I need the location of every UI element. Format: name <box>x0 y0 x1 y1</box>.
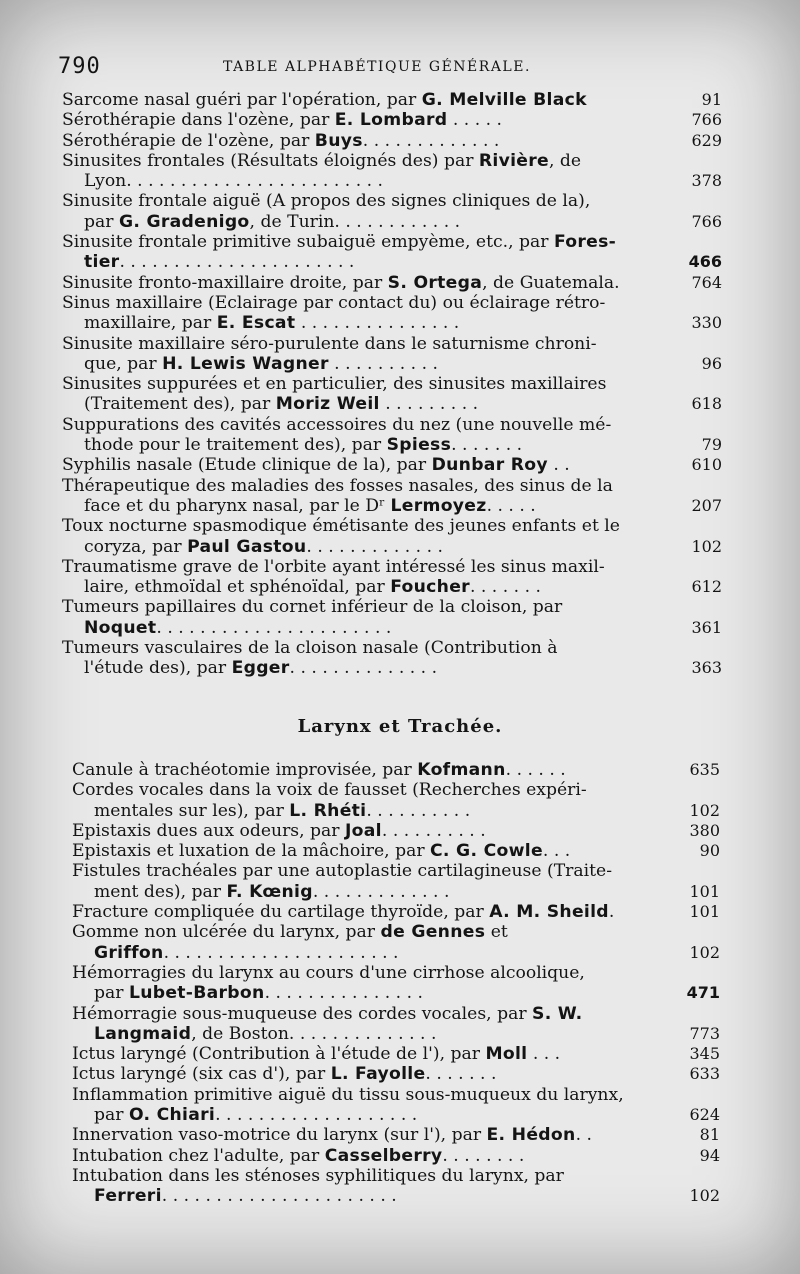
page-reference: 766 <box>691 211 722 231</box>
entry-title: Sinusite fronto-maxillaire droite, par <box>62 272 388 293</box>
entry-text <box>62 455 672 475</box>
page-ref-slot <box>670 821 720 841</box>
entry-leader: . . . . . . . . . . . . . . . . . . . <box>215 1105 418 1126</box>
entry-title: Sinusite frontale aiguë (A propos des signes cliniques de la), <box>62 191 591 212</box>
index-entry <box>62 516 722 536</box>
index-entry <box>62 638 722 658</box>
index-entry <box>72 760 720 780</box>
page-reference: 471 <box>686 983 720 1003</box>
entry-author: Griffon <box>94 942 164 963</box>
entry-text <box>72 902 670 922</box>
entry-suffix: . . . . . . . . <box>442 1145 525 1166</box>
index-entry-continuation <box>62 313 722 333</box>
page-reference: 612 <box>691 577 722 597</box>
entry-leader: . . . . . . . . . . . . . . . . . . . . . . <box>163 942 399 963</box>
entry-title: Sinus maxillaire (Eclairage par contact du) ou éclairage rétro- <box>62 292 606 313</box>
entry-author: C. G. Cowle <box>430 841 543 862</box>
page-reference: 633 <box>689 1064 720 1084</box>
page-ref-slot <box>670 1024 720 1044</box>
entry-suffix: . . . . . . <box>505 760 566 780</box>
entry-continuation: coryza, par <box>84 536 188 557</box>
entry-suffix: . . . . . . . . . . <box>381 820 486 841</box>
index-entry <box>72 1085 720 1105</box>
entry-title: Innervation vaso-motrice du larynx (sur l'), par <box>72 1125 487 1146</box>
entry-text-continued <box>72 943 670 963</box>
page-ref-slot <box>670 760 720 780</box>
entry-suffix: et <box>485 922 508 943</box>
entry-text-continued <box>62 577 672 597</box>
entry-author: S. Ortega <box>387 272 483 293</box>
page-ref-slot <box>672 273 722 293</box>
entry-author: Buys <box>314 130 363 151</box>
index-entry-continuation <box>72 1105 720 1125</box>
page-reference: 90 <box>699 841 720 861</box>
page-reference: 380 <box>689 820 720 840</box>
index-entry <box>62 90 722 110</box>
entry-title: Canule à trachéotomie improvisée, par <box>72 760 418 780</box>
entry-author: Moll <box>485 1044 528 1065</box>
index-entry-continuation <box>72 1024 720 1044</box>
entry-author: Egger <box>231 658 290 679</box>
entry-text <box>62 415 672 435</box>
entry-title: Sérothérapie de l'ozène, par <box>62 130 315 151</box>
entry-author: Fores- <box>553 232 617 253</box>
entry-text-continued <box>72 983 670 1003</box>
index-entry <box>62 131 722 151</box>
entry-text <box>62 131 672 151</box>
entry-author: Joal <box>344 820 382 841</box>
index-entry-continuation <box>62 577 722 597</box>
entry-author: Langmaid <box>94 1023 192 1044</box>
page-reference: 102 <box>691 536 722 556</box>
index-entry <box>72 963 720 983</box>
entry-text <box>62 476 672 496</box>
index-entry <box>62 293 722 313</box>
entry-text-continued <box>62 313 672 333</box>
index-entry <box>72 1125 720 1145</box>
entry-text <box>62 191 672 211</box>
entry-suffix: . . . . . . . <box>425 1064 497 1085</box>
page-ref-slot <box>672 90 722 110</box>
page-reference: 79 <box>701 435 722 455</box>
index-entry-continuation <box>62 618 722 638</box>
page-ref-slot <box>672 131 722 151</box>
entry-title: Toux nocturne spasmodique émétisante des jeunes enfants et le <box>62 516 620 537</box>
page-reference: 610 <box>691 455 722 475</box>
entry-title: Tumeurs vasculaires de la cloison nasale (Contribution à <box>62 638 558 659</box>
entry-leader: . . . . . . . . . . . . . . . <box>295 313 460 334</box>
entry-text <box>72 963 670 983</box>
page-reference: 101 <box>689 881 720 901</box>
entry-text-continued <box>62 394 672 414</box>
page-ref-slot <box>672 110 722 130</box>
entry-text-continued <box>62 496 672 516</box>
entry-continuation: (Traitement des), par <box>84 394 276 415</box>
index-entry-continuation <box>62 435 722 455</box>
entry-text <box>72 760 670 780</box>
entry-leader: . . . . . . . . . <box>379 394 479 415</box>
entry-suffix: . . . . . . . . . . . . . <box>362 130 500 151</box>
page-ref-slot <box>670 1105 720 1125</box>
page-ref-slot <box>672 496 722 516</box>
page-ref-slot <box>670 882 720 902</box>
page-ref-slot <box>670 1186 720 1206</box>
entry-continuation: par <box>94 983 129 1004</box>
page-ref-slot <box>670 841 720 861</box>
page-ref-slot <box>672 537 722 557</box>
entry-author: Kofmann <box>417 760 506 780</box>
entry-text-continued <box>62 212 672 232</box>
entry-title: Sinusites suppurées et en particulier, des sinusites maxillaires <box>62 374 607 395</box>
page-reference: 635 <box>689 760 720 779</box>
page-ref-slot <box>672 394 722 414</box>
entry-text <box>72 1085 670 1105</box>
index-entry <box>72 780 720 800</box>
entry-text <box>72 821 670 841</box>
entry-text <box>72 1044 670 1064</box>
entry-leader: . . . . . . . <box>451 435 523 456</box>
entry-text <box>62 273 672 293</box>
entry-continuation: que, par <box>84 353 163 374</box>
index-entry <box>62 110 722 130</box>
page-reference: 361 <box>691 617 722 637</box>
index-entry <box>72 821 720 841</box>
entry-author: Casselberry <box>324 1145 443 1166</box>
entry-leader: . . . . . . . . . . . . . . . . . . . . . . <box>119 252 355 273</box>
page-ref-slot <box>670 983 720 1003</box>
entry-text-continued <box>62 171 672 191</box>
entry-text-continued <box>72 1105 670 1125</box>
page-ref-slot <box>672 618 722 638</box>
index-entry <box>72 1004 720 1024</box>
page-reference: 81 <box>699 1125 720 1145</box>
index-entry-continuation <box>62 212 722 232</box>
entry-title: Sinusites frontales (Résultats éloignés des) par <box>62 150 479 171</box>
entry-author: S. W. <box>532 1003 583 1024</box>
entry-author: L. Fayolle <box>330 1064 426 1085</box>
entry-author: G. Melville Black <box>421 90 587 110</box>
entry-text <box>62 293 672 313</box>
page-reference: 764 <box>691 272 722 292</box>
entry-leader: . . . . . . . . . . . . . <box>306 536 443 557</box>
page-reference: 618 <box>691 394 722 414</box>
entry-leader: . . . . . . . . . . <box>366 800 471 821</box>
entry-title: Ictus laryngé (Contribution à l'étude de l'), par <box>72 1044 486 1065</box>
index-entry <box>72 922 720 942</box>
page-ref-slot <box>672 171 722 191</box>
index-entry-continuation <box>62 252 722 272</box>
page-reference: 102 <box>689 1186 720 1206</box>
entry-title: Tumeurs papillaires du cornet inférieur de la cloison, par <box>62 597 563 618</box>
entry-text-continued <box>62 252 672 272</box>
page-reference: 91 <box>701 90 722 109</box>
page-ref-slot <box>670 902 720 922</box>
entry-suffix: . <box>608 902 615 923</box>
entry-title: Inflammation primitive aiguë du tissu sous-muqueux du larynx, <box>72 1084 624 1105</box>
entry-title: Sarcome nasal guéri par l'opération, par <box>62 90 422 110</box>
index-entry-continuation <box>62 394 722 414</box>
page-ref-slot <box>670 1146 720 1166</box>
entry-text <box>62 557 672 577</box>
page-ref-slot <box>670 1125 720 1145</box>
index-entry <box>62 151 722 171</box>
entry-author: de Gennes <box>380 922 486 943</box>
index-entry <box>62 557 722 577</box>
entry-author: G. Gradenigo <box>118 211 250 232</box>
entry-author: A. M. Sheild <box>489 902 609 923</box>
page-ref-slot <box>672 212 722 232</box>
index-entry-continuation <box>72 983 720 1003</box>
entry-author: Moriz Weil <box>275 394 380 415</box>
page-number: 790 <box>58 54 101 79</box>
page-reference: 94 <box>699 1145 720 1165</box>
entry-leader: . . . . . . . <box>469 577 541 598</box>
entry-text-continued <box>72 882 670 902</box>
entry-text <box>62 151 672 171</box>
page-ref-slot <box>670 801 720 821</box>
entry-title: Epistaxis dues aux odeurs, par <box>72 820 345 841</box>
entry-text <box>62 232 672 252</box>
index-entry <box>62 476 722 496</box>
index-entry-continuation <box>62 354 722 374</box>
entry-title: Hémorragies du larynx au cours d'une cirrhose alcoolique, <box>72 962 585 983</box>
entry-author: O. Chiari <box>128 1105 216 1126</box>
entry-title: Gomme non ulcérée du larynx, par <box>72 922 381 943</box>
entry-continuation: ment des), par <box>94 881 227 902</box>
entry-title: Intubation dans les sténoses syphilitiques du larynx, par <box>72 1165 564 1186</box>
index-entry <box>72 902 720 922</box>
entry-leader: , de Turin. . . . . . . . . . . . <box>249 211 461 232</box>
entry-suffix: . . . <box>542 841 571 862</box>
page-reference: 766 <box>691 110 722 130</box>
entry-title: Fracture compliquée du cartilage thyroïde, par <box>72 902 490 923</box>
entry-text-continued <box>62 354 672 374</box>
entry-text-continued <box>62 537 672 557</box>
index-entry <box>62 232 722 252</box>
index-entry <box>62 334 722 354</box>
entry-title: Sinusite maxillaire séro-purulente dans le saturnisme chroni- <box>62 333 597 354</box>
index-entry <box>62 191 722 211</box>
entry-author: Spiess <box>386 435 452 456</box>
entry-text <box>72 861 670 881</box>
index-entry <box>62 455 722 475</box>
entry-leader: . . . . . . . . . . . . . . . . . . . . . . <box>156 617 392 638</box>
page-reference: 102 <box>689 942 720 962</box>
entry-author: Rivière <box>478 150 549 171</box>
running-title: TABLE ALPHABÉTIQUE GÉNÉRALE. <box>223 59 531 75</box>
entry-suffix: . . <box>547 455 570 476</box>
page-reference: 624 <box>689 1105 720 1125</box>
entry-title: Ictus laryngé (six cas d'), par <box>72 1064 331 1085</box>
index-entry <box>62 273 722 293</box>
page-ref-slot <box>672 577 722 597</box>
entry-text-continued <box>62 618 672 638</box>
entry-suffix: . . <box>575 1125 592 1146</box>
entry-title: Sinusite frontale primitive subaiguë empyème, etc., par <box>62 232 554 253</box>
entry-text <box>72 922 670 942</box>
entry-text <box>72 1166 670 1186</box>
entry-author: E. Lombard <box>334 110 448 131</box>
entry-suffix: , de <box>549 150 582 171</box>
page-ref-slot <box>672 354 722 374</box>
entry-continuation: thode pour le traitement des), par <box>84 435 387 456</box>
entry-author: Foucher <box>390 577 470 598</box>
entry-author: Ferreri <box>94 1186 162 1207</box>
page-reference: 773 <box>689 1023 720 1043</box>
entry-text <box>72 1004 670 1024</box>
page-ref-slot <box>672 455 722 475</box>
page-reference: 345 <box>689 1044 720 1064</box>
page-ref-slot <box>672 435 722 455</box>
entry-continuation: maxillaire, par <box>84 313 217 334</box>
entry-title: Cordes vocales dans la voix de fausset (Recherches expéri- <box>72 780 587 801</box>
entry-title: Hémorragie sous-muqueuse des cordes vocales, par <box>72 1003 533 1024</box>
entry-text <box>62 334 672 354</box>
index-entry <box>72 1064 720 1084</box>
entry-text <box>72 780 670 800</box>
page-reference: 363 <box>691 658 722 678</box>
entry-text <box>72 1064 670 1084</box>
index-entry-continuation <box>72 801 720 821</box>
entry-author: Noquet <box>84 617 157 638</box>
entry-suffix: , de Guatemala. <box>482 272 620 293</box>
index-entry <box>62 374 722 394</box>
entry-text-continued <box>72 1186 670 1206</box>
index-section-nose <box>62 90 722 679</box>
entry-leader: , de Boston. . . . . . . . . . . . . . <box>191 1023 437 1044</box>
entry-author: Lermoyez <box>390 495 487 516</box>
entry-continuation: par <box>94 1105 129 1126</box>
index-entry <box>62 597 722 617</box>
entry-title: Suppurations des cavités accessoires du nez (une nouvelle mé- <box>62 414 612 435</box>
entry-text <box>62 374 672 394</box>
section-heading: Larynx et Trachée. <box>297 716 503 737</box>
entry-author: L. Rhéti <box>289 800 367 821</box>
entry-text <box>72 841 670 861</box>
index-entry <box>72 861 720 881</box>
entry-title: Thérapeutique des maladies des fosses nasales, des sinus de la <box>62 475 613 496</box>
entry-text <box>62 110 672 130</box>
entry-text-continued <box>72 1024 670 1044</box>
page-ref-slot <box>670 1044 720 1064</box>
entry-title: Intubation chez l'adulte, par <box>72 1145 325 1166</box>
index-entry <box>62 415 722 435</box>
page-reference: 102 <box>689 800 720 820</box>
page-reference: 629 <box>691 130 722 150</box>
entry-text-continued <box>62 435 672 455</box>
entry-text-continued <box>62 658 672 678</box>
index-entry <box>72 1044 720 1064</box>
entry-text <box>62 90 672 110</box>
index-entry-continuation <box>62 171 722 191</box>
entry-leader: . . . . . . . . . . . . . . . <box>264 983 424 1004</box>
entry-author: F. Kœnig <box>226 881 313 902</box>
page-reference: 101 <box>689 902 720 922</box>
index-entry-continuation <box>62 496 722 516</box>
entry-title: Sérothérapie dans l'ozène, par <box>62 110 335 131</box>
entry-text <box>62 516 672 536</box>
entry-author: H. Lewis Wagner <box>162 353 329 374</box>
entry-author: Lubet-Barbon <box>128 983 265 1004</box>
entry-continuation: Lyon. . . . . . . . . . . . . . . . . . . . . . . . <box>84 171 384 192</box>
page-reference: 330 <box>691 313 722 333</box>
entry-title: Epistaxis et luxation de la mâchoire, par <box>72 841 431 862</box>
index-entry-continuation <box>62 658 722 678</box>
page-header <box>58 50 698 90</box>
entry-title: Traumatisme grave de l'orbite ayant intéressé les sinus maxil- <box>62 556 605 577</box>
page-ref-slot <box>672 658 722 678</box>
entry-author: Dunbar Roy <box>431 455 548 476</box>
entry-title: Fistules trachéales par une autoplastie cartilagineuse (Traite- <box>72 861 613 882</box>
index-entry-continuation <box>72 943 720 963</box>
index-entry-continuation <box>72 1186 720 1206</box>
entry-leader: . . . . . . . . . . . . . . . . . . . . . . <box>161 1186 397 1207</box>
entry-leader: . . . . . . . . . . <box>328 353 438 374</box>
index-section-larynx <box>72 760 720 1207</box>
entry-continuation: laire, ethmoïdal et sphénoïdal, par <box>84 577 391 598</box>
entry-text <box>72 1125 670 1145</box>
entry-continuation: l'étude des), par <box>84 658 232 679</box>
entry-leader: . . . . . . . . . . . . . <box>312 881 450 902</box>
entry-title: Syphilis nasale (Etude clinique de la), par <box>62 455 432 476</box>
entry-suffix: . . . . . <box>447 110 503 131</box>
entry-leader: . . . . . . . . . . . . . . <box>289 658 438 679</box>
entry-text <box>62 638 672 658</box>
index-entry <box>72 1146 720 1166</box>
entry-leader: . . . . . <box>486 495 536 516</box>
entry-author: Paul Gastou <box>187 536 307 557</box>
entry-continuation: par <box>84 211 119 232</box>
page-reference: 96 <box>701 353 722 373</box>
entry-text-continued <box>72 801 670 821</box>
page-ref-slot <box>672 252 722 272</box>
entry-continuation: face et du pharynx nasal, par le Dʳ <box>84 495 391 516</box>
page-reference: 378 <box>691 171 722 191</box>
index-entry <box>72 1166 720 1186</box>
page-ref-slot <box>670 943 720 963</box>
entry-text <box>62 597 672 617</box>
entry-author: E. Escat <box>216 313 296 334</box>
entry-text <box>72 1146 670 1166</box>
page-ref-slot <box>670 1064 720 1084</box>
entry-author: E. Hédon <box>486 1125 576 1146</box>
index-entry <box>72 841 720 861</box>
page-reference: 466 <box>688 252 722 272</box>
index-entry-continuation <box>62 537 722 557</box>
page-ref-slot <box>672 313 722 333</box>
entry-author: tier <box>84 252 120 273</box>
entry-continuation: mentales sur les), par <box>94 800 290 821</box>
entry-suffix: . . . <box>527 1044 561 1065</box>
index-entry-continuation <box>72 882 720 902</box>
page-reference: 207 <box>691 495 722 515</box>
